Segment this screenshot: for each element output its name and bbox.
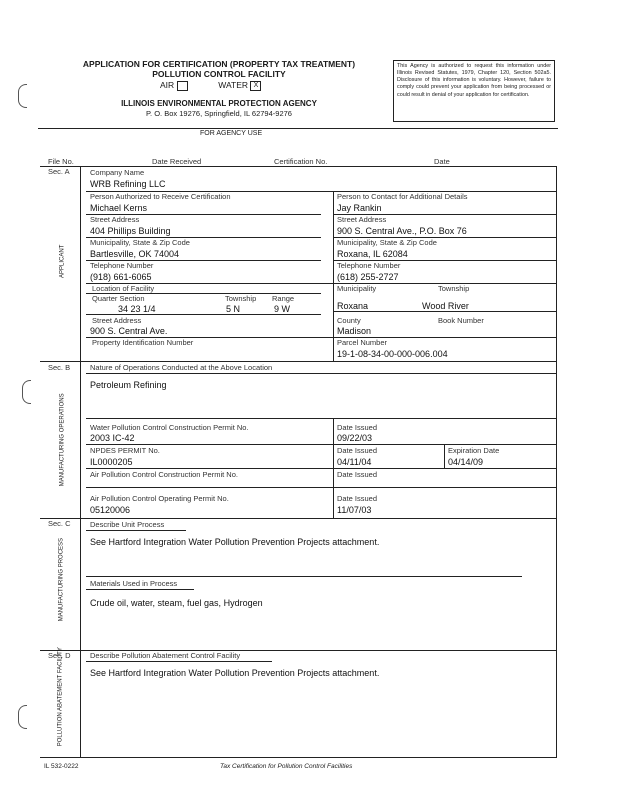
contact-street-label: Street Address	[337, 215, 387, 224]
county: Madison	[337, 326, 372, 336]
parcel-number: 19-1-08-34-00-000-006.004	[337, 349, 448, 359]
unit-process-label: Describe Unit Process	[90, 520, 165, 529]
property-id-label: Property Identification Number	[92, 338, 194, 347]
location-label: Location of Facility	[92, 284, 155, 293]
apc-construction-label: Air Pollution Control Construction Permit No.	[90, 470, 238, 479]
contact-city: Roxana, IL 62084	[337, 249, 408, 259]
sec-d-label: Sec. D	[48, 651, 71, 660]
agency-use-title: FOR AGENCY USE	[200, 130, 263, 137]
telephone-label: Telephone Number	[90, 261, 154, 270]
binder-mark	[18, 705, 27, 729]
unit-process: See Hartford Integration Water Pollution Prevention Projects attachment.	[90, 537, 380, 547]
sec-a-label: Sec. A	[48, 167, 70, 176]
water-label: WATER	[218, 80, 249, 90]
agency-address: P. O. Box 19276, Springfield, IL 62794-9276	[146, 109, 292, 118]
county-label: County	[337, 316, 361, 325]
date-received-label: Date Received	[152, 157, 202, 166]
form-number: IL 532-0222	[44, 763, 79, 770]
npdes-permit-label: NPDES PERMIT No.	[90, 446, 160, 455]
materials: Crude oil, water, steam, fuel gas, Hydrogen	[90, 598, 263, 608]
sec-b-label: Sec. B	[48, 363, 71, 372]
township2: Wood River	[422, 301, 469, 311]
contact-person: Jay Rankin	[337, 203, 382, 213]
book-number-label: Book Number	[438, 316, 484, 325]
facility-street-label: Street Address	[92, 316, 142, 325]
wpc-date-label: Date Issued	[337, 423, 378, 432]
telephone: (918) 661-6065	[90, 272, 152, 282]
npdes-permit: IL0000205	[90, 457, 133, 467]
contact-street: 900 S. Central Ave., P.O. Box 76	[337, 226, 467, 236]
apc-operating-date: 11/07/03	[337, 505, 372, 515]
facility-street: 900 S. Central Ave.	[90, 326, 168, 336]
municipality-label: Municipality	[337, 284, 377, 293]
sec-c-label: Sec. C	[48, 519, 71, 528]
form-subtitle: POLLUTION CONTROL FACILITY	[152, 69, 286, 79]
binder-mark	[22, 380, 31, 404]
contact-telephone-label: Telephone Number	[337, 261, 401, 270]
abatement-facility: See Hartford Integration Water Pollution Prevention Projects attachment.	[90, 668, 380, 678]
company-name: WRB Refining LLC	[90, 179, 166, 189]
file-no-label: File No.	[48, 157, 74, 166]
apc-construction-date-label: Date Issued	[337, 470, 378, 479]
materials-label: Materials Used in Process	[90, 579, 178, 588]
street-address: 404 Phillips Building	[90, 226, 171, 236]
binder-mark	[18, 84, 27, 108]
air-checkbox[interactable]	[177, 81, 188, 91]
abatement-facility-label: Describe Pollution Abatement Control Facility	[90, 651, 241, 660]
npdes-date: 04/11/04	[337, 457, 372, 467]
npdes-date-label: Date Issued	[337, 446, 378, 455]
quarter-section: 34 23 1/4	[118, 304, 156, 314]
sec-c-side-label: MANUFACTURING PROCESS	[58, 537, 65, 622]
agency-name: ILLINOIS ENVIRONMENTAL PROTECTION AGENCY	[121, 99, 317, 108]
company-name-label: Company Name	[90, 168, 145, 177]
apc-operating-date-label: Date Issued	[337, 494, 378, 503]
street-address-label: Street Address	[90, 215, 140, 224]
water-checkbox[interactable]: X	[250, 81, 261, 91]
type-checkboxes	[160, 80, 261, 91]
wpc-permit-label: Water Pollution Control Construction Permit No.	[90, 423, 249, 432]
footer-title: Tax Certification for Pollution Control Facilities	[220, 763, 353, 770]
nature-of-operations: Petroleum Refining	[90, 380, 167, 390]
apc-operating: 05120006	[90, 505, 131, 515]
expiration-date-label: Expiration Date	[448, 446, 500, 455]
range-label: Range	[272, 294, 295, 303]
city: Bartlesville, OK 74004	[90, 249, 180, 259]
sec-a-side-label: APPLICANT	[59, 244, 66, 278]
person-authorized: Michael Kerns	[90, 203, 148, 213]
quarter-section-label: Quarter Section	[92, 294, 145, 303]
expiration-date: 04/14/09	[448, 457, 484, 467]
township2-label: Township	[438, 284, 470, 293]
city-label: Municipality, State & Zip Code	[90, 238, 190, 247]
sec-b-side-label: MANUFACTURING OPERATIONS	[59, 393, 66, 487]
sec-d-side-label: POLLUTION ABATEMENT FACILITY	[57, 647, 64, 747]
wpc-date: 09/22/03	[337, 433, 373, 443]
contact-label: Person to Contact for Additional Details	[337, 192, 468, 201]
person-authorized-label: Person Authorized to Receive Certification	[90, 192, 231, 201]
privacy-notice: This Agency is authorized to request this information under Illinois Revised Statutes, 1979, Chapter 120, Section 502a5. Disclosure of this information is voluntary. However, failure to comply could prevent your application from being processed or could result in denial of your application for certification.	[393, 60, 555, 122]
township-label: Township	[225, 294, 257, 303]
agency-date-label: Date	[434, 157, 450, 166]
township: 5 N	[226, 304, 241, 314]
contact-telephone: (618) 255-2727	[337, 272, 399, 282]
contact-city-label: Municipality, State & Zip Code	[337, 238, 437, 247]
air-label: AIR	[160, 80, 175, 90]
nature-of-operations-label: Nature of Operations Conducted at the Above Location	[90, 363, 273, 372]
range: 9 W	[274, 304, 291, 314]
municipality: Roxana	[337, 301, 369, 311]
parcel-number-label: Parcel Number	[337, 338, 388, 347]
apc-operating-label: Air Pollution Control Operating Permit No.	[90, 494, 229, 503]
form-title: APPLICATION FOR CERTIFICATION (PROPERTY TAX TREATMENT)	[82, 59, 356, 69]
wpc-permit: 2003 IC-42	[90, 433, 135, 443]
certification-no-label: Certification No.	[274, 157, 328, 166]
